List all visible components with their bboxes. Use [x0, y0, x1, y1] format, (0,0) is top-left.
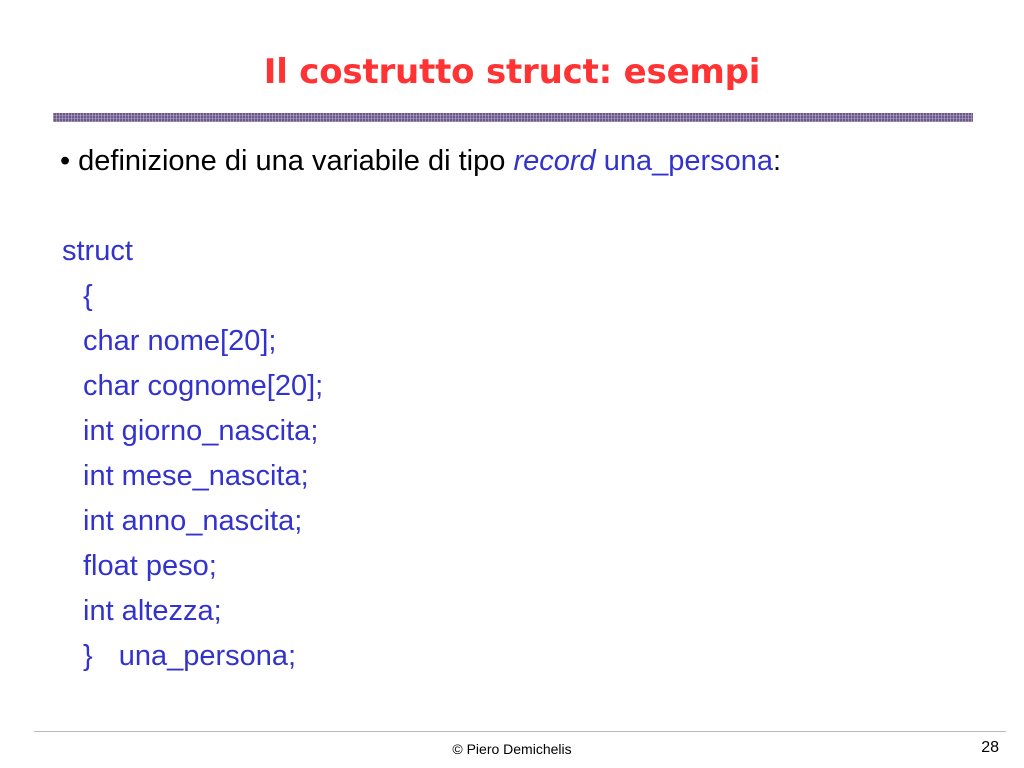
title-divider: [53, 113, 973, 122]
slide-title: Il costrutto struct: esempi: [263, 52, 761, 92]
code-field: float peso;: [83, 550, 217, 582]
footer-divider: [34, 731, 1006, 732]
bullet-emphasis: record: [513, 145, 596, 177]
bullet-text: definizione di una variabile di tipo: [78, 145, 506, 177]
bullet-item: [60, 141, 781, 181]
code-field: int giorno_nascita;: [83, 415, 319, 447]
code-field: char cognome[20];: [83, 370, 324, 402]
bullet-variable-name: una_persona: [603, 145, 774, 177]
code-open-brace: {: [83, 280, 93, 312]
code-declared-name: una_persona;: [118, 640, 297, 672]
page-number: 28: [981, 739, 999, 756]
code-keyword: struct: [62, 235, 133, 267]
bullet-trailing: :: [773, 145, 782, 177]
footer-copyright: © Piero Demichelis: [452, 741, 572, 757]
code-field: int anno_nascita;: [83, 505, 303, 537]
bullet-marker: •: [60, 145, 71, 177]
code-close-brace: }: [83, 640, 93, 672]
code-field: char nome[20];: [83, 325, 277, 357]
code-field: int altezza;: [83, 595, 222, 627]
code-block: [62, 229, 323, 679]
code-closing-line: [62, 634, 323, 679]
code-field: int mese_nascita;: [83, 460, 309, 492]
